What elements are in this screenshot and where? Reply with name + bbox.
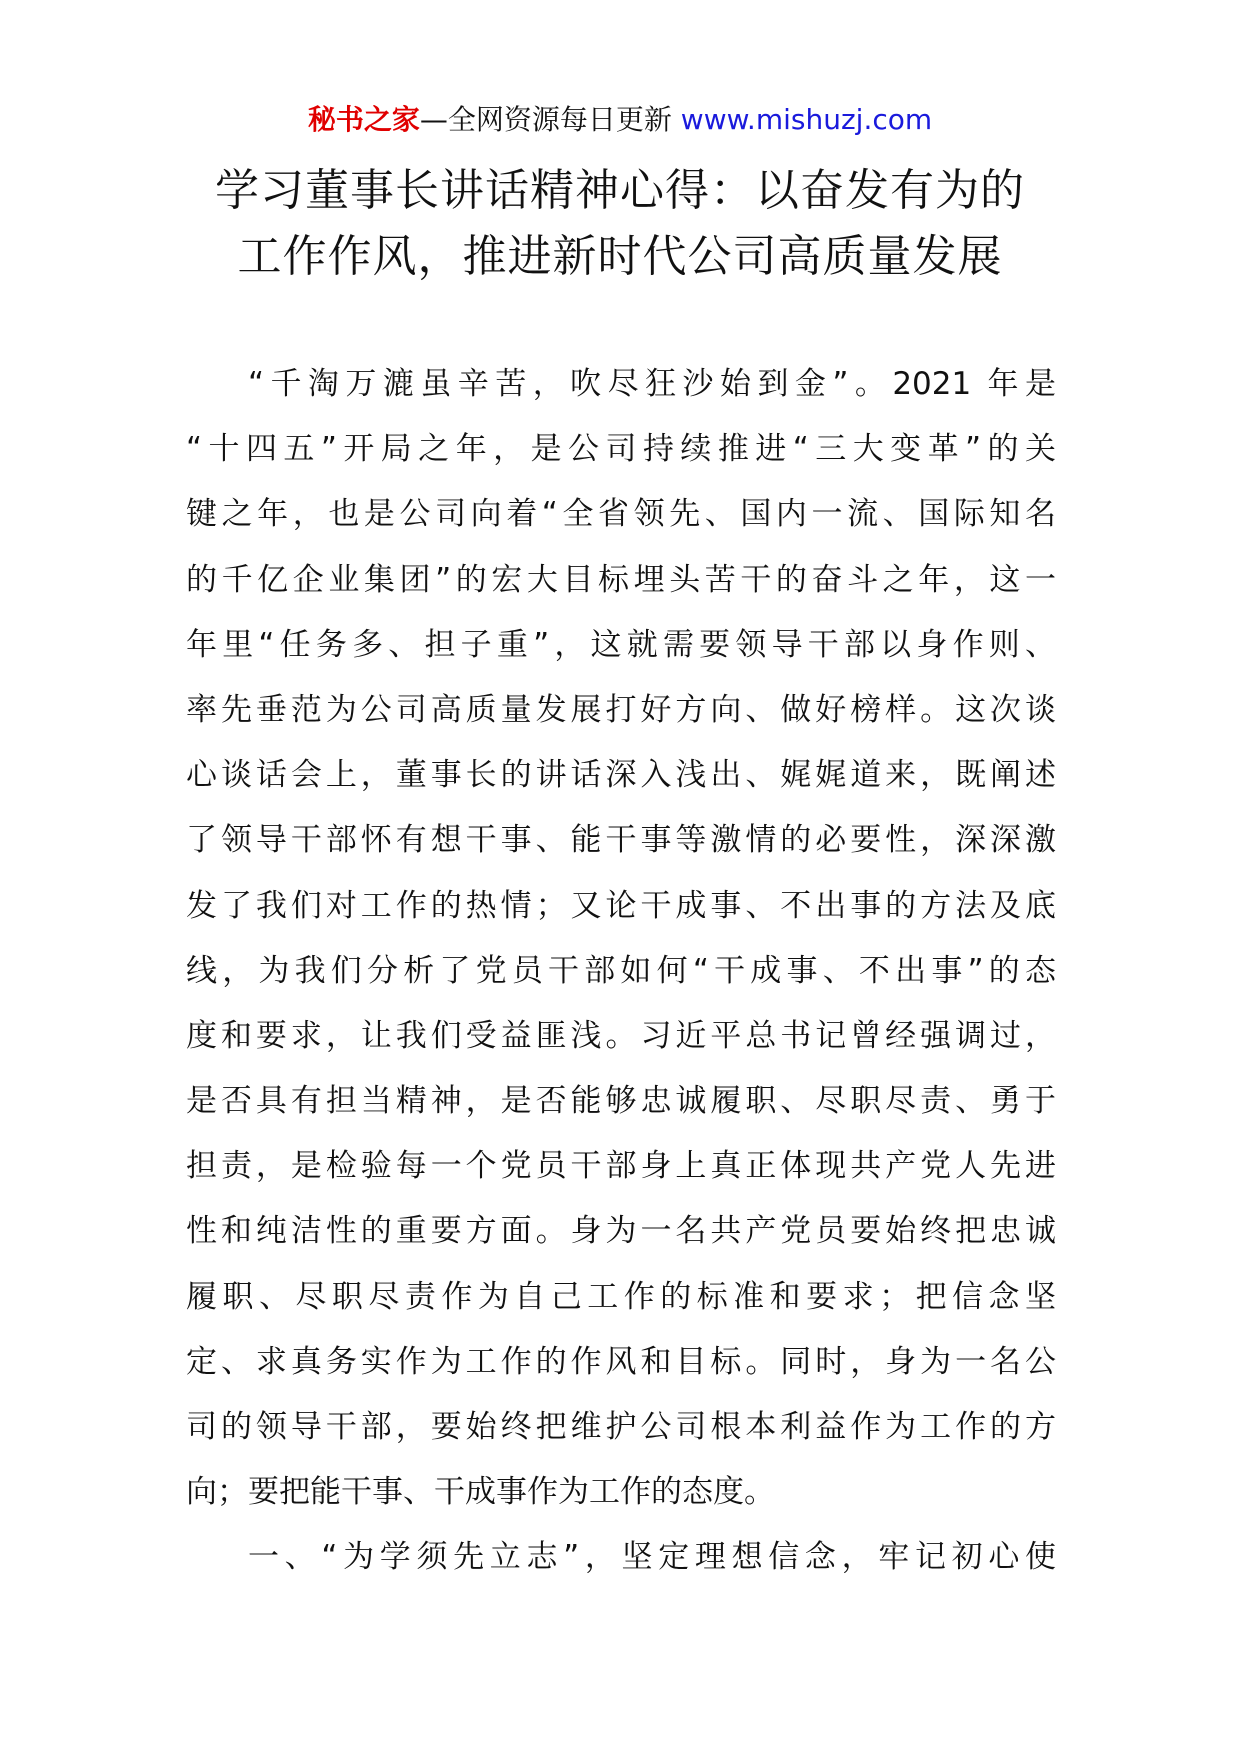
paragraph-line: 线，为我们分析了党员干部如何“干成事、不出事”的态: [186, 952, 1056, 989]
section-heading: 一、“为学须先立志”，坚定理想信念，牢记初心使: [248, 1539, 1056, 1575]
paragraph-line: 度和要求，让我们受益匪浅。习近平总书记曾经强调过，: [186, 1017, 1056, 1054]
title-line: 工作作风，推进新时代公司高质量发展: [237, 231, 1003, 282]
title-line: 学习董事长讲话精神心得：以奋发有为的: [215, 165, 1025, 216]
paragraph-line: 司的领导干部，要始终把维护公司根本利益作为工作的方: [186, 1409, 1056, 1445]
paragraph-line: “十四五”开局之年，是公司持续推进“三大变革”的关: [186, 431, 1056, 468]
paragraph-line: 履职、尽职尽责作为自己工作的标准和要求；把信念坚: [186, 1278, 1056, 1315]
paragraph-line: “千淘万漉虽辛苦，吹尽狂沙始到金”。2021 年是: [248, 366, 1056, 402]
paragraph-line: 是否具有担当精神，是否能够忠诚履职、尽职尽责、勇于: [186, 1083, 1056, 1120]
paragraph-line: 心谈话会上，董事长的讲话深入浅出、娓娓道来，既阐述: [186, 757, 1056, 794]
site-url-link[interactable]: www.mishuzj.com: [680, 103, 933, 136]
site-header: [0, 100, 1240, 140]
body-paragraph: [186, 362, 1056, 1535]
paragraph-line: 键之年，也是公司向着“全省领先、国内一流、国际知名: [186, 496, 1056, 533]
paragraph-line: 定、求真务实作为工作的作风和目标。同时，身为一名公: [186, 1343, 1056, 1380]
paragraph-line: 的千亿企业集团”的宏大目标埋头苦干的奋斗之年，这一: [186, 561, 1056, 598]
paragraph-line: 向；要把能干事、干成事作为工作的态度。: [186, 1474, 775, 1511]
paragraph-line: 发了我们对工作的热情；又论干成事、不出事的方法及底: [186, 887, 1056, 924]
paragraph-line: 了领导干部怀有想干事、能干事等激情的必要性，深深激: [186, 822, 1056, 859]
document-title: [0, 158, 1240, 290]
paragraph-line: 担责，是检验每一个党员干部身上真正体现共产党人先进: [186, 1148, 1056, 1185]
paragraph-line: 年里“任务多、担子重”，这就需要领导干部以身作则、: [186, 626, 1056, 663]
site-brand: 秘书之家: [307, 103, 420, 136]
site-tagline: —全网资源每日更新: [419, 103, 672, 136]
paragraph-line: 性和纯洁性的重要方面。身为一名共产党员要始终把忠诚: [186, 1213, 1056, 1250]
paragraph-line: 率先垂范为公司高质量发展打好方向、做好榜样。这次谈: [186, 691, 1056, 728]
